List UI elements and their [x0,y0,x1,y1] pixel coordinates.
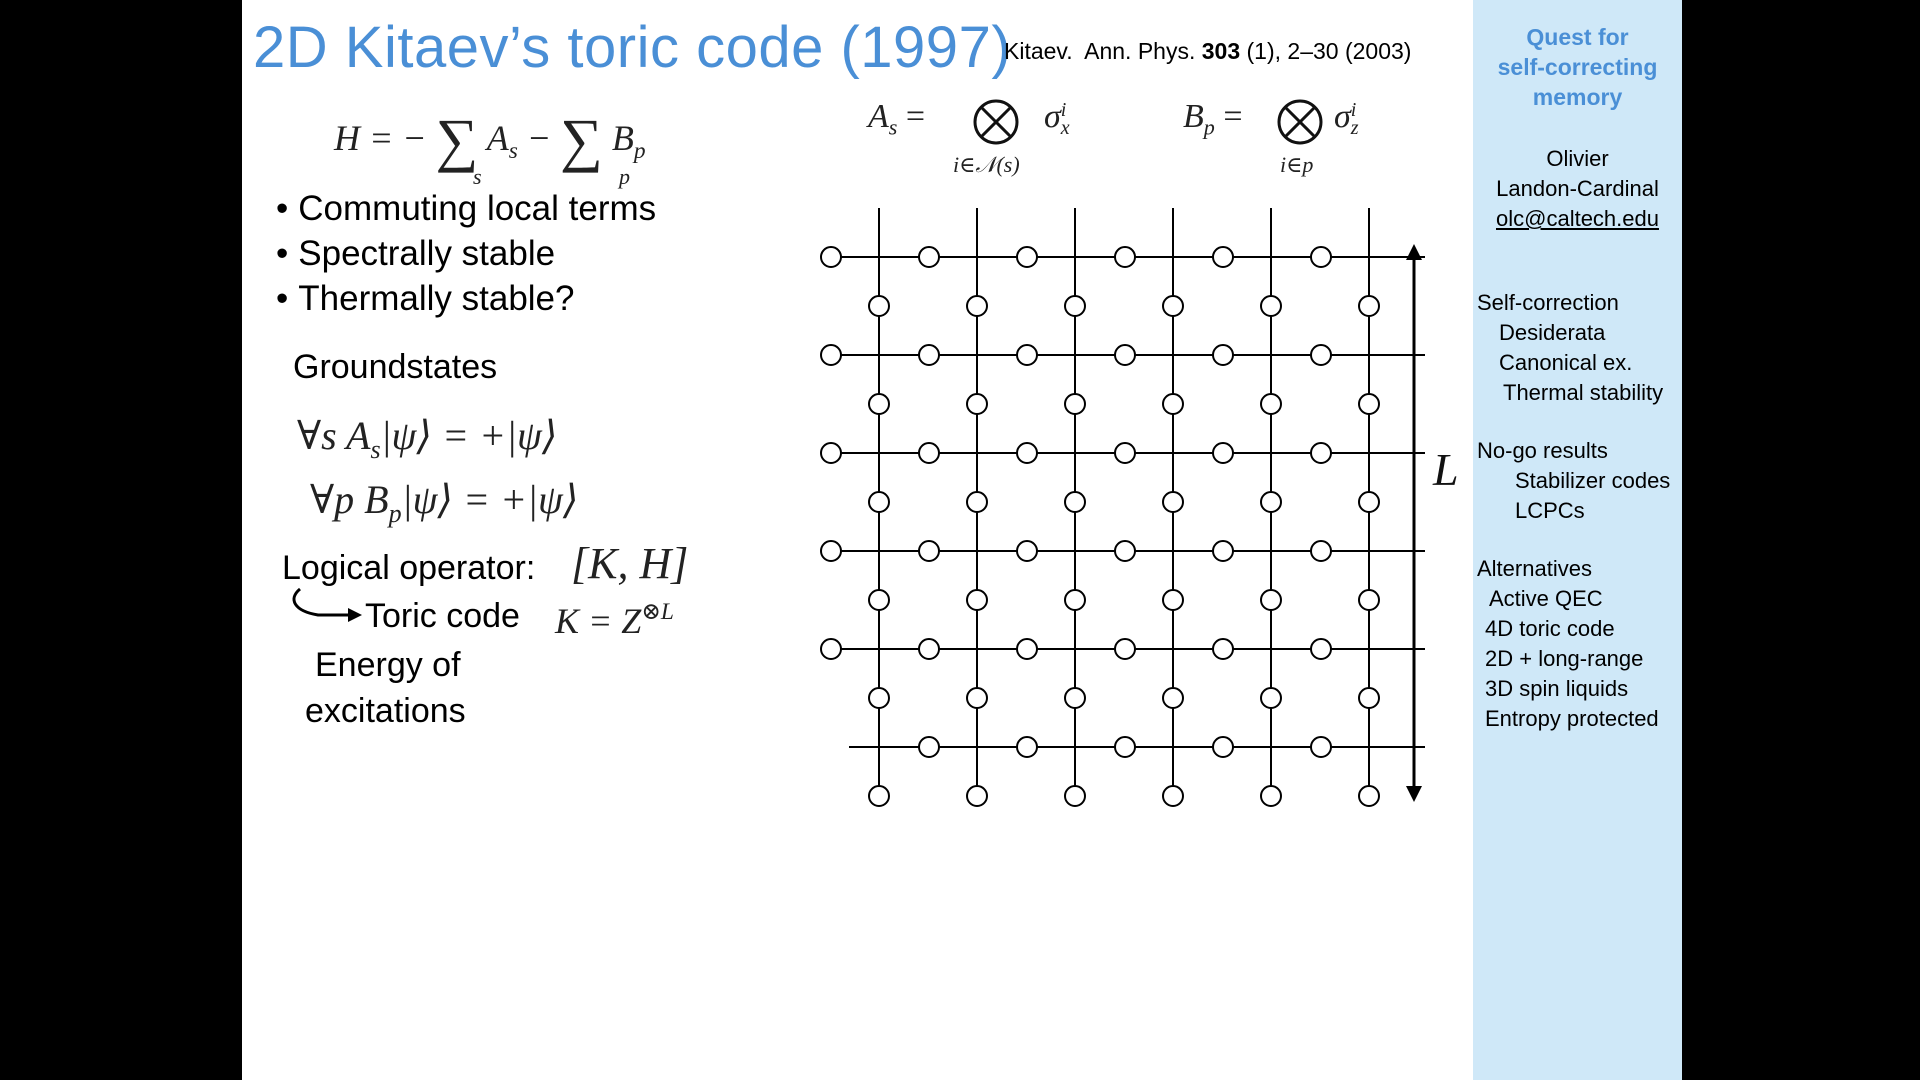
qubit-node [1213,443,1233,463]
qubit-node [1213,541,1233,561]
qubit-node [967,688,987,708]
qubit-node [821,639,841,659]
star-sigma [1044,98,1070,140]
ref-author: Kitaev. [1004,38,1073,64]
qubit-node [967,394,987,414]
section-item[interactable]: Canonical ex. [1499,350,1633,375]
qubit-node [821,345,841,365]
star-eq: = [905,98,926,135]
qubit-node [1017,443,1037,463]
commutator: [K, H] [571,539,689,588]
toric-code-label: Toric code [365,597,520,635]
qubit-node [967,786,987,806]
qubit-node [1163,296,1183,316]
toric-code-lattice [815,200,1475,820]
star-sigma-symbol: σ [1044,98,1061,135]
qubit-node [1311,443,1331,463]
k-eq-main: K = Z [555,601,642,642]
qubit-node [919,443,939,463]
sum-symbol-1: ∑ [435,107,479,173]
qubit-node [1311,639,1331,659]
qubit-node [1359,296,1379,316]
section-title[interactable]: Alternatives [1477,556,1592,581]
hamiltonian-lhs: H = − [334,118,427,158]
term-b: B [611,118,634,158]
term-a-sub: s [508,138,518,165]
plaquette-eq: = [1223,98,1243,135]
qubit-node [1115,639,1135,659]
star-lhs-sub: s [888,114,898,140]
qubit-node [919,737,939,757]
star-operator [868,98,925,141]
qubit-node [1261,296,1281,316]
hamiltonian-minus: − [526,118,552,158]
section-item[interactable]: Thermal stability [1503,380,1664,405]
qubit-node [1065,492,1085,512]
gs2-rest: |ψ⟩ = +|ψ⟩ [401,477,579,522]
term-b-sub: p [633,138,646,165]
plaquette-operator [1183,98,1243,141]
energy-line-1: Energy of [315,646,461,684]
qubit-node [1359,786,1379,806]
section-item[interactable]: Active QEC [1489,586,1603,611]
qubit-node [1065,786,1085,806]
qubit-node [1359,590,1379,610]
qubit-node [1017,737,1037,757]
section-item[interactable]: Desiderata [1499,320,1606,345]
gs2-op: B [364,477,389,522]
reference-citation [1004,38,1411,65]
arrow-up-icon [1406,244,1422,260]
qubit-node [1065,688,1085,708]
qubit-node [967,590,987,610]
section-item[interactable]: 4D toric code [1485,616,1615,641]
author-email-link[interactable]: olc@caltech.edu [1496,206,1659,231]
sum-index-s: s [473,164,482,189]
qubit-node [1359,688,1379,708]
qubit-node [869,786,889,806]
qubit-node [1311,247,1331,267]
sidebar-section-no-go [1477,436,1670,526]
qubit-node [1261,786,1281,806]
qubit-node [1017,247,1037,267]
section-item[interactable]: Entropy protected [1485,706,1659,731]
sidebar-section-self-correction [1477,288,1663,408]
star-sigma-sub: x [1060,117,1070,140]
qubit-node [869,394,889,414]
section-item[interactable]: Stabilizer codes [1515,468,1671,493]
bullet-item: • Spectrally stable [276,231,656,276]
section-title[interactable]: No-go results [1477,438,1608,463]
otimes-symbol-plaquette [1276,98,1324,151]
sidebar-heading-line: memory [1532,84,1623,110]
lattice-size-arrow [1406,244,1422,802]
qubit-node [1065,394,1085,414]
qubit-node [1311,541,1331,561]
qubit-node [821,541,841,561]
qubit-node [1359,394,1379,414]
qubit-node [1163,394,1183,414]
qubit-node [1213,639,1233,659]
groundstate-eq-1 [297,412,557,465]
qubit-node [1311,345,1331,365]
plaquette-index: i∈p [1280,152,1314,177]
k-eq-sup: ⊗L [641,599,674,625]
term-a: A [486,118,509,158]
qubit-node [1065,590,1085,610]
qubit-node [1115,541,1135,561]
qubit-node [1213,247,1233,267]
qubit-node [967,492,987,512]
plaquette-sigma-sub: z [1350,117,1359,140]
ref-details: (1), 2–30 (2003) [1246,38,1412,64]
qubit-node [1115,247,1135,267]
star-sigma-sup: i [1060,99,1067,122]
qubit-node [1017,345,1037,365]
qubit-node [1017,541,1037,561]
groundstate-eq-2 [310,476,578,529]
section-title[interactable]: Self-correction [1477,290,1619,315]
qubit-node [919,345,939,365]
qubit-node [1163,492,1183,512]
qubit-node [869,296,889,316]
logical-operator-label: Logical operator: [282,549,536,587]
qubit-node [869,492,889,512]
qubit-node [1261,492,1281,512]
qubit-node [1115,443,1135,463]
qubit-node [1163,590,1183,610]
gs1-sub: s [370,435,381,465]
qubit-node [1261,394,1281,414]
plaquette-sigma [1334,98,1359,140]
arrow-down-icon [1406,786,1422,802]
qubit-node [1213,737,1233,757]
sidebar-section-alternatives [1477,554,1659,734]
qubit-node [1311,737,1331,757]
sidebar-author [1473,144,1682,234]
property-list [276,186,656,321]
sidebar-heading [1473,22,1682,112]
gs1-quant: ∀s [297,413,337,458]
gs1-op: A [346,413,371,458]
ref-volume: 303 [1201,38,1241,64]
sum-symbol-2: ∑ [560,107,603,173]
section-item[interactable]: 3D spin liquids [1485,676,1629,701]
qubit-node [869,688,889,708]
otimes-symbol-star [972,98,1020,151]
author-first-name: Olivier [1546,146,1609,171]
star-index: i∈𝒩(s) [953,152,1020,177]
qubit-node [1115,737,1135,757]
gs2-sub: p [388,499,402,529]
plaquette-sigma-sup: i [1350,99,1357,122]
star-lhs: A [868,98,889,135]
section-item[interactable]: 2D + long-range [1485,646,1644,671]
qubit-node [1115,345,1135,365]
lattice-size-label: L [1433,444,1459,495]
gs1-rest: |ψ⟩ = +|ψ⟩ [380,413,558,458]
section-item[interactable]: LCPCs [1515,498,1585,523]
energy-line-2: excitations [305,692,466,730]
curved-arrow-icon [288,585,368,630]
qubit-node [869,590,889,610]
qubit-node [919,541,939,561]
plaquette-lhs: B [1183,98,1204,135]
slide-title: 2D Kitaev’s toric code (1997) [253,15,1012,80]
qubit-node [1213,345,1233,365]
k-equation [555,597,674,642]
qubit-node [1163,688,1183,708]
sidebar-heading-line: Quest for [1526,24,1629,50]
qubit-node [821,443,841,463]
bullet-item: • Commuting local terms [276,186,656,231]
qubit-node [967,296,987,316]
sidebar-heading-line: self-correcting [1497,54,1658,80]
qubit-node [919,247,939,267]
bullet-item: • Thermally stable? [276,276,656,321]
author-last-name: Landon-Cardinal [1496,176,1659,201]
qubit-node [1359,492,1379,512]
plaquette-sigma-symbol: σ [1334,98,1351,135]
gs2-quant: ∀p [310,477,355,522]
qubit-node [1017,639,1037,659]
qubit-node [821,247,841,267]
groundstates-heading: Groundstates [293,348,498,386]
hamiltonian-equation [334,96,646,173]
qubit-node [1261,590,1281,610]
plaquette-lhs-sub: p [1203,114,1215,140]
ref-journal: Ann. Phys. [1084,38,1196,64]
qubit-node [1065,296,1085,316]
sum-index-p: p [619,164,630,189]
qubit-node [1163,786,1183,806]
qubit-node [919,639,939,659]
qubit-node [1261,688,1281,708]
